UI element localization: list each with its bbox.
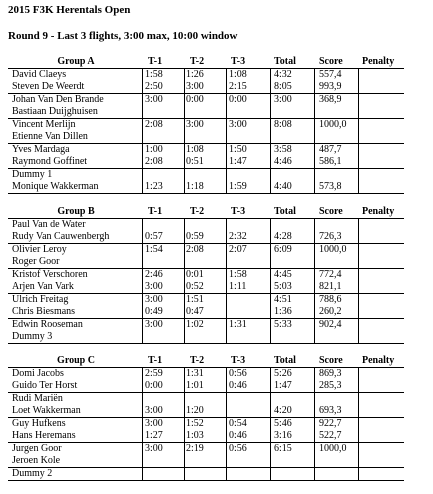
pilot-t1: 3:00 xyxy=(145,294,163,305)
pilot-t1: 2:46 xyxy=(145,269,163,280)
pilot-row xyxy=(8,319,404,331)
pilot-score: 821,1 xyxy=(319,281,342,292)
pilot-total: 4:20 xyxy=(274,405,292,416)
pilot-row xyxy=(8,119,404,131)
pilot-score: 788,6 xyxy=(319,294,342,305)
flight-row xyxy=(8,119,404,144)
pilot-t3: 1:59 xyxy=(229,181,247,192)
pilot-row xyxy=(8,405,404,417)
pilot-t1: 2:08 xyxy=(145,119,163,130)
pilot-name: Paul Van de Water xyxy=(12,219,86,230)
pilot-total: 5:33 xyxy=(274,319,292,330)
pilot-t3: 1:31 xyxy=(229,319,247,330)
pilot-t2: 1:20 xyxy=(186,405,204,416)
pilot-score: 573,8 xyxy=(319,181,342,192)
pilot-t1: 3:00 xyxy=(145,443,163,454)
column-header-t2: T-2 xyxy=(190,206,205,217)
round-subtitle: Round 9 - Last 3 flights, 3:00 max, 10:00 window xyxy=(8,30,238,42)
flight-row xyxy=(8,294,404,319)
pilot-score: 772,4 xyxy=(319,269,342,280)
pilot-t1: 1:23 xyxy=(145,181,163,192)
column-header-t3: T-3 xyxy=(231,56,246,67)
pilot-score: 586,1 xyxy=(319,156,342,167)
pilot-t2: 1:08 xyxy=(186,144,204,155)
pilot-t2: 3:00 xyxy=(186,81,204,92)
pilot-total: 5:46 xyxy=(274,418,292,429)
group-table xyxy=(8,56,404,194)
pilot-t2: 1:51 xyxy=(186,294,204,305)
pilot-t3: 3:00 xyxy=(229,119,247,130)
pilot-t2: 1:18 xyxy=(186,181,204,192)
pilot-score: 260,2 xyxy=(319,306,342,317)
pilot-t2: 2:19 xyxy=(186,443,204,454)
pilot-t1: 2:08 xyxy=(145,156,163,167)
pilot-row xyxy=(8,81,404,93)
pilot-score: 368,9 xyxy=(319,94,342,105)
pilot-total: 4:51 xyxy=(274,294,292,305)
group-name: Group A xyxy=(57,56,95,67)
flight-row xyxy=(8,69,404,94)
column-header-t2: T-2 xyxy=(190,56,205,67)
pilot-score: 922,7 xyxy=(319,418,342,429)
column-header-total: Total xyxy=(274,206,296,217)
pilot-t2: 0:00 xyxy=(186,94,204,105)
pilot-row xyxy=(8,418,404,430)
pilot-t2: 0:51 xyxy=(186,156,204,167)
pilot-total: 4:40 xyxy=(274,181,292,192)
pilot-name: Jeroen Kole xyxy=(12,455,61,466)
pilot-name: Yves Mardaga xyxy=(12,144,70,155)
pilot-t1: 0:00 xyxy=(145,380,163,391)
flight-row xyxy=(8,144,404,169)
pilot-score: 1000,0 xyxy=(319,119,347,130)
pilot-t3: 1:50 xyxy=(229,144,247,155)
pilot-name: Vincent Merlijn xyxy=(12,119,76,130)
pilot-row xyxy=(8,219,404,231)
pilot-t1: 2:59 xyxy=(145,368,163,379)
group-name: Group B xyxy=(57,206,95,217)
pilot-score: 902,4 xyxy=(319,319,342,330)
page-title: 2015 F3K Herentals Open xyxy=(8,4,131,16)
pilot-name: Dummy 2 xyxy=(12,468,53,479)
pilot-total: 4:46 xyxy=(274,156,292,167)
pilot-name: Guido Ter Horst xyxy=(12,380,78,391)
pilot-t3: 0:00 xyxy=(229,94,247,105)
group-header-row xyxy=(8,206,404,219)
pilot-name: Roger Goor xyxy=(12,256,60,267)
pilot-t3: 0:56 xyxy=(229,368,247,379)
pilot-name: Etienne Van Dillen xyxy=(12,131,88,142)
column-header-score: Score xyxy=(319,206,343,217)
pilot-name: Guy Hufkens xyxy=(12,418,66,429)
pilot-score: 1000,0 xyxy=(319,244,347,255)
pilot-row xyxy=(8,106,404,118)
pilot-t1: 0:49 xyxy=(145,306,163,317)
pilot-t2: 0:52 xyxy=(186,281,204,292)
pilot-total: 3:16 xyxy=(274,430,292,441)
pilot-row xyxy=(8,144,404,156)
flight-row xyxy=(8,468,404,481)
pilot-row xyxy=(8,256,404,268)
pilot-t2: 2:08 xyxy=(186,244,204,255)
pilot-t3: 0:54 xyxy=(229,418,247,429)
flight-row xyxy=(8,269,404,294)
pilot-t3: 1:11 xyxy=(229,281,247,292)
pilot-row xyxy=(8,380,404,392)
pilot-row xyxy=(8,294,404,306)
column-header-t2: T-2 xyxy=(190,355,205,366)
pilot-t1: 1:58 xyxy=(145,69,163,80)
pilot-t2: 1:52 xyxy=(186,418,204,429)
pilot-row xyxy=(8,281,404,293)
pilot-name: Bastiaan Duijghuisen xyxy=(12,106,98,117)
pilot-t3: 2:15 xyxy=(229,81,247,92)
flight-row xyxy=(8,94,404,119)
pilot-score: 1000,0 xyxy=(319,443,347,454)
group-table xyxy=(8,355,404,481)
pilot-name: Rudi Mariën xyxy=(12,393,63,404)
pilot-name: Rudy Van Cauwenbergh xyxy=(12,231,110,242)
pilot-total: 4:45 xyxy=(274,269,292,280)
column-header-t1: T-1 xyxy=(148,355,163,366)
pilot-t2: 1:03 xyxy=(186,430,204,441)
pilot-name: Ulrich Freitag xyxy=(12,294,69,305)
pilot-row xyxy=(8,306,404,318)
pilot-t2: 1:26 xyxy=(186,69,204,80)
pilot-t3: 0:46 xyxy=(229,430,247,441)
pilot-name: Johan Van Den Brande xyxy=(12,94,104,105)
pilot-t3: 1:58 xyxy=(229,269,247,280)
pilot-name: Kristof Verschoren xyxy=(12,269,88,280)
pilot-score: 993,9 xyxy=(319,81,342,92)
pilot-t3: 1:08 xyxy=(229,69,247,80)
column-header-score: Score xyxy=(319,355,343,366)
pilot-name: Raymond Goffinet xyxy=(12,156,88,167)
column-header-penalty: Penalty xyxy=(362,56,395,67)
pilot-total: 4:28 xyxy=(274,231,292,242)
pilot-total: 1:36 xyxy=(274,306,292,317)
pilot-score: 869,3 xyxy=(319,368,342,379)
pilot-total: 6:09 xyxy=(274,244,292,255)
pilot-t3: 2:32 xyxy=(229,231,247,242)
pilot-total: 1:47 xyxy=(274,380,292,391)
column-header-penalty: Penalty xyxy=(362,206,395,217)
group-table xyxy=(8,206,404,344)
pilot-t2: 3:00 xyxy=(186,119,204,130)
pilot-score: 557,4 xyxy=(319,69,342,80)
pilot-name: Monique Wakkerman xyxy=(12,181,99,192)
column-header-t1: T-1 xyxy=(148,56,163,67)
pilot-name: Olivier Leroy xyxy=(12,244,67,255)
column-header-penalty: Penalty xyxy=(362,355,395,366)
pilot-name: David Claeys xyxy=(12,69,67,80)
pilot-t1: 3:00 xyxy=(145,405,163,416)
flight-row xyxy=(8,219,404,244)
column-header-total: Total xyxy=(274,355,296,366)
column-header-t3: T-3 xyxy=(231,206,246,217)
pilot-total: 5:26 xyxy=(274,368,292,379)
pilot-row xyxy=(8,156,404,168)
pilot-t1: 2:50 xyxy=(145,81,163,92)
pilot-row xyxy=(8,94,404,106)
pilot-row xyxy=(8,455,404,467)
column-header-total: Total xyxy=(274,56,296,67)
flight-row xyxy=(8,418,404,443)
pilot-row xyxy=(8,468,404,480)
column-header-score: Score xyxy=(319,56,343,67)
pilot-row xyxy=(8,131,404,143)
pilot-t3: 1:47 xyxy=(229,156,247,167)
pilot-t3: 2:07 xyxy=(229,244,247,255)
flight-row xyxy=(8,368,404,393)
pilot-total: 3:58 xyxy=(274,144,292,155)
pilot-name: Dummy 1 xyxy=(12,169,53,180)
pilot-name: Chris Biesmans xyxy=(12,306,76,317)
pilot-name: Steven De Weerdt xyxy=(12,81,85,92)
pilot-row xyxy=(8,368,404,380)
pilot-total: 5:03 xyxy=(274,281,292,292)
pilot-t1: 1:54 xyxy=(145,244,163,255)
pilot-total: 8:08 xyxy=(274,119,292,130)
column-header-t3: T-3 xyxy=(231,355,246,366)
pilot-score: 487,7 xyxy=(319,144,342,155)
group-header-row xyxy=(8,355,404,368)
pilot-total: 4:32 xyxy=(274,69,292,80)
flight-row xyxy=(8,319,404,344)
flight-row xyxy=(8,244,404,269)
pilot-t1: 3:00 xyxy=(145,319,163,330)
pilot-t2: 1:31 xyxy=(186,368,204,379)
pilot-t2: 0:47 xyxy=(186,306,204,317)
pilot-t1: 1:27 xyxy=(145,430,163,441)
pilot-total: 6:15 xyxy=(274,443,292,454)
pilot-t1: 0:57 xyxy=(145,231,163,242)
pilot-score: 726,3 xyxy=(319,231,342,242)
pilot-row xyxy=(8,244,404,256)
pilot-t2: 0:01 xyxy=(186,269,204,280)
pilot-row xyxy=(8,331,404,343)
pilot-row xyxy=(8,430,404,442)
pilot-name: Edwin Rooseman xyxy=(12,319,83,330)
pilot-score: 285,3 xyxy=(319,380,342,391)
pilot-t1: 3:00 xyxy=(145,418,163,429)
group-header-row xyxy=(8,56,404,69)
pilot-score: 522,7 xyxy=(319,430,342,441)
pilot-row xyxy=(8,393,404,405)
pilot-t3: 0:46 xyxy=(229,380,247,391)
pilot-name: Arjen Van Vark xyxy=(12,281,74,292)
flight-row xyxy=(8,443,404,468)
pilot-t1: 3:00 xyxy=(145,94,163,105)
pilot-row xyxy=(8,231,404,243)
pilot-name: Hans Heremans xyxy=(12,430,76,441)
pilot-row xyxy=(8,181,404,193)
pilot-total: 3:00 xyxy=(274,94,292,105)
flight-row xyxy=(8,169,404,194)
pilot-t1: 1:00 xyxy=(145,144,163,155)
pilot-t2: 0:59 xyxy=(186,231,204,242)
pilot-row xyxy=(8,69,404,81)
pilot-row xyxy=(8,169,404,181)
flight-row xyxy=(8,393,404,418)
pilot-t2: 1:02 xyxy=(186,319,204,330)
pilot-t1: 3:00 xyxy=(145,281,163,292)
pilot-name: Jurgen Goor xyxy=(12,443,62,454)
pilot-row xyxy=(8,269,404,281)
pilot-t3: 0:56 xyxy=(229,443,247,454)
pilot-total: 8:05 xyxy=(274,81,292,92)
pilot-row xyxy=(8,443,404,455)
pilot-t2: 1:01 xyxy=(186,380,204,391)
column-header-t1: T-1 xyxy=(148,206,163,217)
pilot-name: Domi Jacobs xyxy=(12,368,64,379)
pilot-name: Loet Wakkerman xyxy=(12,405,81,416)
pilot-name: Dummy 3 xyxy=(12,331,53,342)
pilot-score: 693,3 xyxy=(319,405,342,416)
group-name: Group C xyxy=(57,355,95,366)
